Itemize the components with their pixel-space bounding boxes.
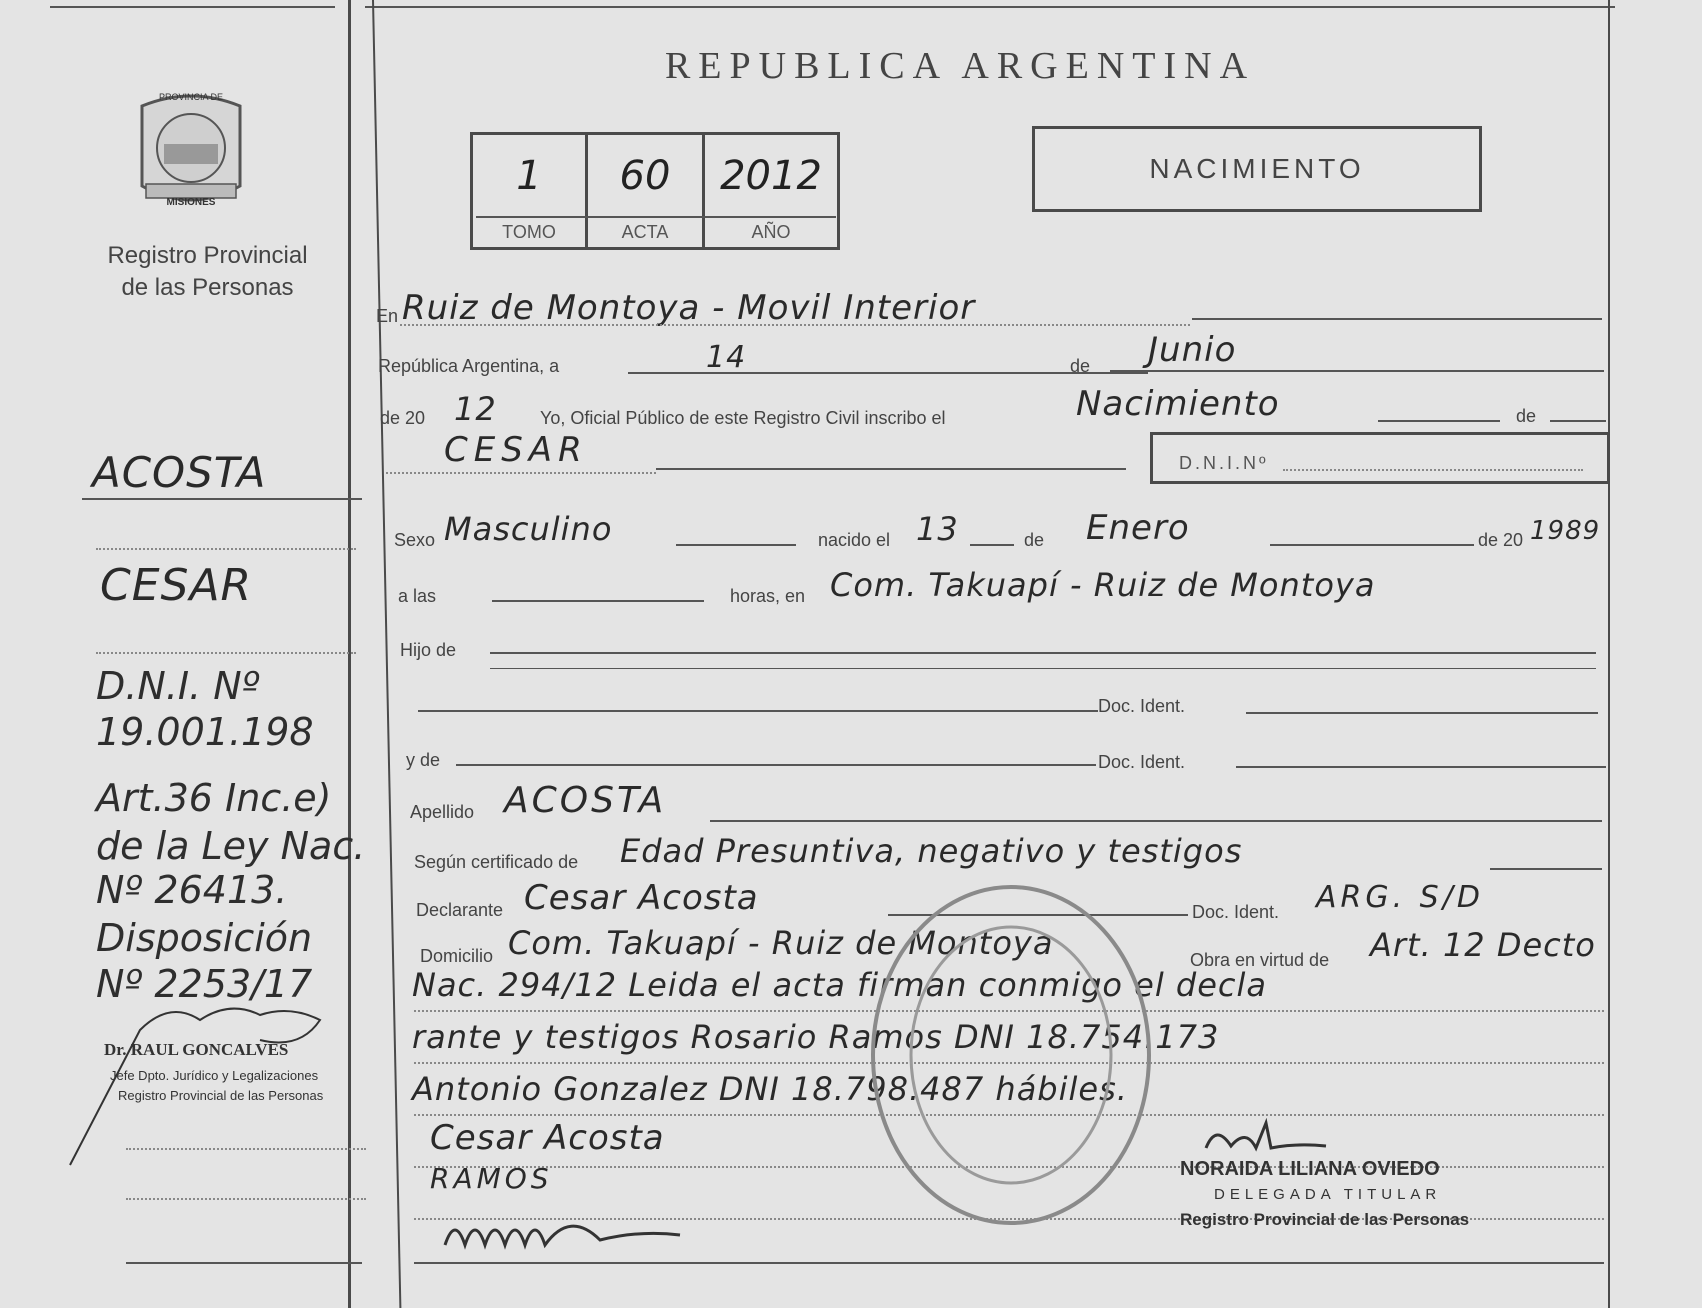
seal-text-bottom: MISIONES: [166, 197, 216, 208]
a-las-rule: [492, 600, 704, 602]
anio-label: AÑO: [751, 222, 791, 242]
hijo-rule-1: [490, 652, 1596, 654]
signature-declarante: Cesar Acosta: [430, 1118, 665, 1158]
y-de-label: y de: [406, 750, 441, 770]
witness-signature-icon: [440, 1200, 720, 1260]
dni-dotted: [1283, 469, 1583, 471]
sidebar-note-line: 19.001.198: [96, 710, 314, 754]
sidebar-signer-title: Jefe Dpto. Jurídico y Legalizaciones: [110, 1068, 319, 1083]
month-value: Junio: [1148, 330, 1237, 370]
domicilio-value: Com. Takuapí - Ruiz de Montoya: [508, 924, 1054, 962]
segun-label: Según certificado de: [414, 852, 579, 872]
sidebar-note-line: de la Ley Nac.: [96, 824, 366, 868]
birth-month-value: Enero: [1086, 508, 1190, 548]
a-las-label: a las: [398, 586, 437, 606]
note-line: Nac. 294/12 Leida el acta firman conmigo el decla: [412, 966, 1267, 1004]
official-title: DELEGADA TITULAR: [1214, 1186, 1442, 1203]
person-name-dotted: [386, 472, 656, 474]
republica-label: República Argentina, a: [378, 356, 560, 376]
sidebar-signature-icon: [60, 990, 360, 1170]
de2-rule: [1550, 420, 1606, 422]
tomo-value: 1: [516, 153, 542, 199]
sidebar-dotted-3: [126, 1148, 366, 1150]
year-prefix-label: de 20: [380, 408, 426, 428]
birth-day-value: 13: [916, 510, 959, 548]
sidebar-dotted-2: [96, 652, 356, 654]
declarante-doc-value: ARG. S/D: [1316, 880, 1484, 915]
sexo-value: Masculino: [444, 510, 613, 548]
obra-label: Obra en virtud de: [1190, 950, 1330, 970]
horas-label: horas, en: [730, 586, 806, 606]
en-label: En: [376, 306, 399, 326]
note-line: Antonio Gonzalez DNI 18.798.487 hábiles.: [412, 1070, 1128, 1108]
tomo-cell: [470, 132, 588, 250]
apellido-rule: [710, 820, 1602, 822]
apellido-value: ACOSTA: [504, 780, 667, 821]
sexo-rule: [676, 544, 796, 546]
doc-ident3-label: Doc. Ident.: [1192, 902, 1280, 922]
declarante-value: Cesar Acosta: [524, 878, 759, 918]
doc-ident-rule-left: [418, 710, 1098, 712]
act-type-label: NACIMIENTO: [1149, 153, 1365, 184]
seal-text-top: PROVINCIA DE: [158, 92, 223, 102]
sidebar-signer-name: Dr. RAUL GONCALVES: [104, 1040, 289, 1059]
year-suffix-value: 12: [454, 390, 497, 428]
birth-place-value: Com. Takuapí - Ruiz de Montoya: [830, 566, 1376, 604]
place-rule: [1192, 318, 1602, 320]
note-line: rante y testigos Rosario Ramos DNI 18.754.173: [412, 1018, 1220, 1056]
sidebar-surname: ACOSTA: [92, 448, 267, 497]
act-type-box: [1032, 126, 1482, 212]
declarante-label: Declarante: [416, 900, 504, 920]
domicilio-label: Domicilio: [420, 946, 494, 966]
anio-value: 2012: [720, 153, 822, 199]
inscribe-value: Nacimiento: [1076, 384, 1280, 424]
nacido-label: nacido el: [818, 530, 891, 550]
sidebar-note-line: Nº 2253/17: [96, 962, 313, 1006]
official-name: NORAIDA LILIANA OVIEDO: [1180, 1158, 1440, 1180]
right-border: [1608, 0, 1610, 1308]
signature-witness: RAMOS: [430, 1162, 553, 1195]
sidebar-given-name: CESAR: [100, 560, 253, 611]
birth-day-rule: [970, 544, 1014, 546]
yo-text: Yo, Oficial Público de este Registro Civil inscribo el: [540, 408, 946, 428]
notes-bottom-rule: [414, 1262, 1604, 1264]
month-rule: [1110, 370, 1604, 372]
place-value: Ruiz de Montoya - Movil Interior: [402, 288, 976, 328]
sidebar-separator-inner: [372, 0, 401, 1308]
doc-ident2-label: Doc. Ident.: [1098, 752, 1186, 772]
sidebar-bottom-rule: [126, 1262, 362, 1264]
sidebar-note-line: Art.36 Inc.e): [96, 776, 332, 820]
sexo-label: Sexo: [394, 530, 436, 550]
sidebar-dotted-1: [96, 548, 356, 550]
de-label: de: [1070, 356, 1091, 376]
certificado-value: Edad Presuntiva, negativo y testigos: [620, 832, 1243, 870]
hijo-label: Hijo de: [400, 640, 457, 660]
birth-month-rule: [1270, 544, 1474, 546]
sidebar-note-line: Disposición: [96, 916, 313, 960]
certificado-rule: [1490, 868, 1602, 870]
obra-value: Art. 12 Decto: [1370, 926, 1596, 964]
doc-ident-rule-right: [1246, 712, 1598, 714]
person-name-value: CESAR: [444, 430, 588, 470]
top-rule-right: [365, 6, 1615, 8]
dni-box: [1150, 432, 1610, 484]
y-de-rule-right: [1236, 766, 1606, 768]
sidebar-dotted-4: [126, 1198, 366, 1200]
birth-year-prefix: de 20: [1478, 530, 1524, 550]
acta-cell: [585, 132, 705, 250]
doc-ident-label: Doc. Ident.: [1098, 696, 1186, 716]
country-title: REPUBLICA ARGENTINA: [664, 45, 1256, 87]
sidebar-note-line: Nº 26413.: [96, 868, 288, 912]
anio-cell: [702, 132, 840, 250]
day-value: 14: [706, 340, 747, 375]
place-dotted: [400, 324, 1190, 326]
y-de-rule-left: [456, 764, 1096, 766]
registry-name-line1: Registro Provincial: [107, 242, 308, 269]
official-signature-icon: [1196, 1118, 1336, 1158]
top-rule-left: [50, 6, 335, 8]
hijo-rule-2: [490, 668, 1596, 669]
registry-name-line2: de las Personas: [121, 274, 294, 301]
acta-value: 60: [619, 153, 671, 199]
de3-label: de: [1024, 530, 1045, 550]
inscribe-rule: [1378, 420, 1500, 422]
de2-label: de: [1516, 406, 1537, 426]
person-name-rule: [656, 468, 1126, 470]
dni-label: D.N.I.Nº: [1179, 453, 1269, 473]
birth-year-value: 1989: [1530, 516, 1601, 546]
apellido-label: Apellido: [410, 802, 475, 822]
acta-label: ACTA: [621, 222, 669, 242]
official-org: Registro Provincial de las Personas: [1180, 1210, 1470, 1229]
tomo-label: TOMO: [502, 222, 556, 242]
sidebar-note-line: D.N.I. Nº: [96, 664, 260, 708]
record-label-divider: [476, 216, 836, 218]
sidebar-signer-org: Registro Provincial de las Personas: [118, 1088, 324, 1103]
sidebar-surname-rule: [82, 498, 362, 500]
registry-stamp-icon: [866, 880, 1156, 1230]
